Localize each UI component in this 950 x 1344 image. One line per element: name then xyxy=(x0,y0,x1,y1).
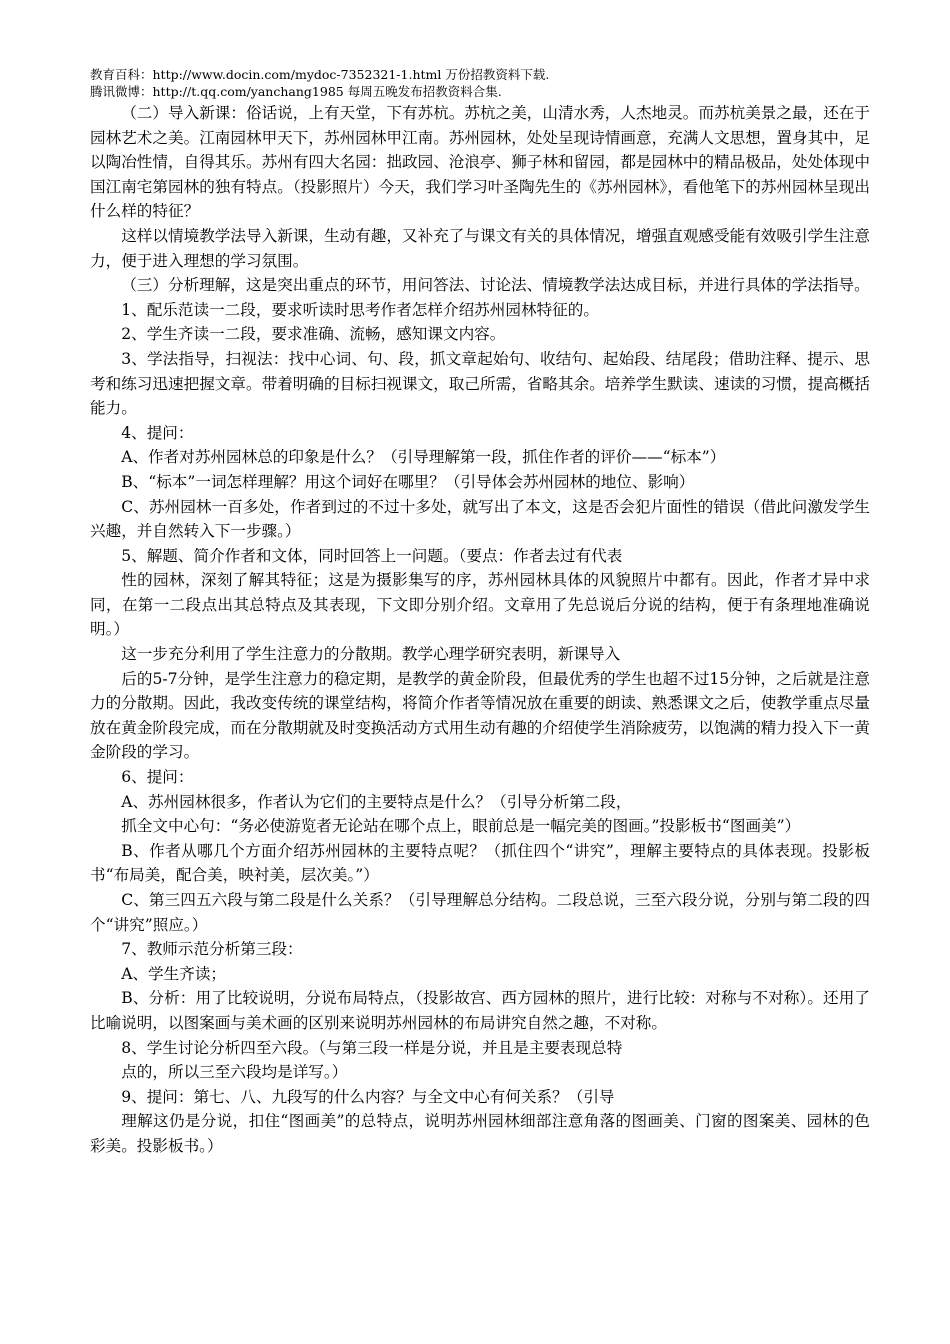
step-5: 5、解题、简介作者和文体，同时回答上一问题。（要点：作者去过有代表 xyxy=(121,546,623,565)
step-7-b: B、分析：用了比较说明，分说布局特点，（投影故宫、西方园林的照片，进行比较：对称与不对称）。还用了比喻说明，以图案画与美术画的区别来说明苏州园林的布局讲究自然之趣，不对称。 xyxy=(90,989,870,1032)
step-6-c: C、第三四五六段与第二段是什么关系？（引导理解总分结构。二段总说，三至六段分说，分别与第二段的四个“讲究”照应。） xyxy=(90,891,870,934)
step-3: 3、学法指导，扫视法：找中心词、句、段，抓文章起始句、收结句、起始段、结尾段；借助注释、提示、思考和练习迅速把握文章。带着明确的目标扫视课文，取己所需，省略其余。培养学生默读、速读的习惯，提高概括能力。 xyxy=(90,349,870,418)
step-8-continued: 点的，所以三至六段均是详写。） xyxy=(121,1063,348,1082)
paragraph-analysis: （三）分析理解，这是突出重点的环节，用问答法、讨论法、情境教学法达成目标，并进行具体的学法指导。 xyxy=(121,276,870,295)
paragraph-intro-comment: 这样以情境教学法导入新课，生动有趣，又补充了与课文有关的具体情况，增强直观感受能有效吸引学生注意力，便于进入理想的学习氛围。 xyxy=(90,226,870,270)
step-4-c: C、苏州园林一百多处，作者到过的不过十多处，就写出了本文，这是否会犯片面性的错误（借此问激发学生兴趣，并自然转入下一步骤。） xyxy=(90,497,870,541)
header-line-docin: 教育百科：http://www.docin.com/mydoc-7352321-1.html 万份招教资料下载. xyxy=(90,67,550,82)
step-6-b: B、作者从哪几个方面介绍苏州园林的主要特点呢？（抓住四个“讲究”，理解主要特点的具体表现。投影板书“布局美，配合美，映衬美，层次美。”） xyxy=(90,841,870,885)
step-7-a: A、学生齐读； xyxy=(121,964,227,983)
step-1: 1、配乐范读一二段，要求听读时思考作者怎样介绍苏州园林特征的。 xyxy=(121,300,599,319)
header-line-weibo: 腾讯微博：http://t.qq.com/yanchang1985 每周五晚发布招教资料合集. xyxy=(90,84,502,99)
step-6-a: A、苏州园林很多，作者认为它们的主要特点是什么？（引导分析第二段， xyxy=(121,792,632,811)
document-body xyxy=(90,101,870,1159)
step-9: 9、提问：第七、八、九段写的什么内容？与全文中心有何关系？（引导 xyxy=(121,1087,615,1106)
step-2: 2、学生齐读一二段，要求准确、流畅，感知课文内容。 xyxy=(121,325,506,344)
step-6-a-continued: 抓全文中心句：“务必使游览者无论站在哪个点上，眼前总是一幅完美的图画。”投影板书“图画美”） xyxy=(121,817,801,836)
paragraph-intro: （二）导入新课：俗话说，上有天堂，下有苏杭。苏杭之美，山清水秀，人杰地灵。而苏杭美景之最，还在于园林艺术之美。江南园林甲天下，苏州园林甲江南。苏州园林，处处呈现诗情画意，充满人文思想，置身其中，足以陶冶性情，自得其乐。苏州有四大名园：拙政园、沧浪亭、狮子林和留园，都是园林中的精品极品，处处体现中国江南宅第园林的独有特点。（投影照片）今天，我们学习叶圣陶先生的《苏州园林》，看他笔下的苏州园林呈现出什么样的特征？ xyxy=(90,104,870,221)
page-header xyxy=(90,66,870,100)
comment-attention: 这一步充分利用了学生注意力的分散期。教学心理学研究表明，新课导入 xyxy=(121,645,621,664)
step-4-a: A、作者对苏州园林总的印象是什么？（引导理解第一段，抓住作者的评价——“标本”） xyxy=(121,448,726,467)
step-7: 7、教师示范分析第三段： xyxy=(121,940,303,959)
step-4-b: B、“标本”一词怎样理解？用这个词好在哪里？（引导体会苏州园林的地位、影响） xyxy=(121,472,695,491)
step-9-continued: 理解这仍是分说，扣住“图画美”的总特点，说明苏州园林细部注意角落的图画美、门窗的图案美、园林的色彩美。投影板书。） xyxy=(90,1112,870,1155)
step-5-continued: 性的园林，深刻了解其特征；这是为摄影集写的序，苏州园林具体的风貌照片中都有。因此，作者才异中求同，在第一二段点出其总特点及其表现，下文即分别介绍。文章用了先总说后分说的结构，便于有条理地准确说明。） xyxy=(90,571,870,639)
step-8: 8、学生讨论分析四至六段。（与第三段一样是分说，并且是主要表现总特 xyxy=(121,1038,623,1057)
step-6: 6、提问： xyxy=(121,768,194,787)
comment-attention-continued: 后的5-7分钟，是学生注意力的稳定期，是教学的黄金阶段，但最优秀的学生也超不过15分钟，之后就是注意力的分散期。因此，我改变传统的课堂结构，将简介作者等情况放在重要的朗读、熟悉课文之后，使教学重点尽量放在黄金阶段完成，而在分散期就及时变换活动方式用生动有趣的介绍使学生消除疲劳，以饱满的精力投入下一黄金阶段的学习。 xyxy=(90,669,870,762)
step-4: 4、提问： xyxy=(121,423,194,442)
